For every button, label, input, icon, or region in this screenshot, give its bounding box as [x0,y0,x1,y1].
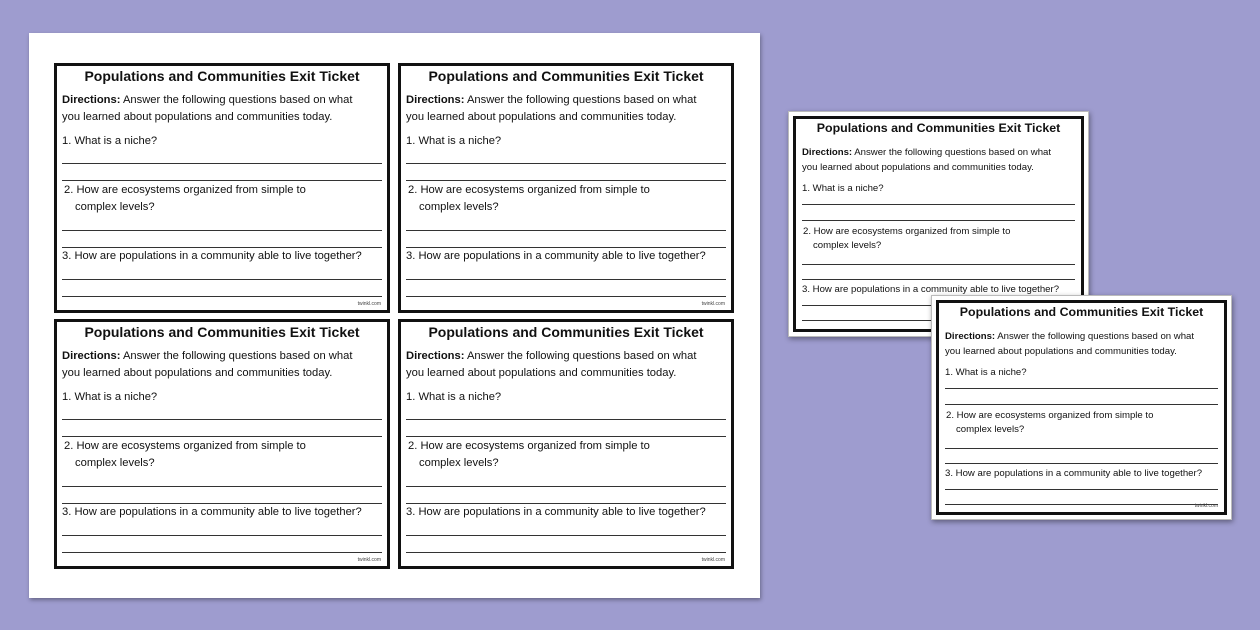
printable-sheet [29,33,760,598]
answer-line [802,279,1075,280]
question-text: 3. How are populations in a community able to live together? [945,468,1203,479]
directions-label: Directions: [406,94,465,106]
answer-line [62,486,382,487]
answer-line [945,504,1218,505]
directions-label: Directions: [406,350,465,362]
answer-line [62,503,382,504]
brand-label: twinkl.com [357,557,381,563]
answer-line [62,296,382,297]
question-text: complex levels? [419,201,499,213]
question-text: you learned about populations and communities today. [406,367,677,379]
ticket-title: Populations and Communities Exit Ticket [428,68,704,84]
directions-line: Answer the following questions based on what [997,331,1195,342]
brand-label: twinkl.com [701,301,725,307]
question-text: complex levels? [956,424,1025,435]
exit-ticket [398,319,734,569]
answer-line [406,296,726,297]
brand-label: twinkl.com [701,557,725,563]
answer-line [945,489,1218,490]
answer-line [406,419,726,420]
directions-text [62,95,352,106]
question-text: 3. How are populations in a community able to live together? [62,250,362,262]
answer-line [62,230,382,231]
brand-label: twinkl.com [1194,503,1218,509]
answer-line [406,552,726,553]
exit-ticket [936,300,1227,515]
directions-label: Directions: [802,147,853,158]
answer-line [945,388,1218,389]
directions-text [406,95,696,106]
answer-line [406,279,726,280]
question-text: 3. How are populations in a community able to live together? [802,284,1060,295]
answer-line [802,220,1075,221]
answer-line [406,503,726,504]
question-text: 3. How are populations in a community able to live together? [406,250,706,262]
question-text: complex levels? [813,240,882,251]
question-text: 2. How are ecosystems organized from simple to [64,184,306,196]
question-text: you learned about populations and communities today. [62,367,333,379]
answer-line [945,404,1218,405]
answer-line [406,180,726,181]
ticket-title: Populations and Communities Exit Ticket [84,68,360,84]
answer-line [62,535,382,536]
question-text: 1. What is a niche? [406,391,502,403]
directions-label: Directions: [62,350,121,362]
answer-line [406,163,726,164]
exit-ticket [54,63,390,313]
directions-line: Answer the following questions based on what [466,94,697,106]
question-text: 2. How are ecosystems organized from simple to [803,226,1011,237]
question-text: 2. How are ecosystems organized from simple to [408,184,650,196]
question-text: 2. How are ecosystems organized from simple to [64,440,306,452]
question-text: 1. What is a niche? [62,391,158,403]
directions-line: Answer the following questions based on what [854,147,1052,158]
answer-line [406,486,726,487]
ticket-title: Populations and Communities Exit Ticket [428,324,704,340]
question-text: you learned about populations and communities today. [802,162,1034,173]
answer-line [406,247,726,248]
question-text: complex levels? [75,201,155,213]
answer-line [62,247,382,248]
answer-line [62,279,382,280]
answer-line [406,535,726,536]
question-text: 1. What is a niche? [802,183,884,194]
question-text: 1. What is a niche? [945,367,1027,378]
directions-line: Answer the following questions based on what [122,350,353,362]
ticket-title: Populations and Communities Exit Ticket [816,121,1061,135]
directions-text [62,351,352,362]
preview-card-front [931,295,1232,520]
answer-line [406,436,726,437]
answer-line [62,163,382,164]
question-text: 1. What is a niche? [62,135,158,147]
question-text: you learned about populations and communities today. [945,346,1177,357]
directions-label: Directions: [945,331,996,342]
answer-line [62,180,382,181]
answer-line [802,204,1075,205]
exit-ticket [398,63,734,313]
question-text: 2. How are ecosystems organized from simple to [946,410,1154,421]
directions-text [945,332,1194,342]
answer-line [62,419,382,420]
answer-line [802,264,1075,265]
directions-line: Answer the following questions based on what [122,94,353,106]
directions-line: Answer the following questions based on what [466,350,697,362]
brand-label: twinkl.com [357,301,381,307]
question-text: you learned about populations and communities today. [406,111,677,123]
answer-line [62,436,382,437]
ticket-title: Populations and Communities Exit Ticket [959,305,1204,319]
question-text: complex levels? [75,457,155,469]
answer-line [406,230,726,231]
answer-line [62,552,382,553]
directions-label: Directions: [62,94,121,106]
question-text: 3. How are populations in a community able to live together? [406,506,706,518]
answer-line [945,463,1218,464]
question-text: 3. How are populations in a community able to live together? [62,506,362,518]
question-text: 1. What is a niche? [406,135,502,147]
answer-line [945,448,1218,449]
question-text: you learned about populations and communities today. [62,111,333,123]
question-text: complex levels? [419,457,499,469]
directions-text [406,351,696,362]
directions-text [802,148,1051,158]
exit-ticket [54,319,390,569]
ticket-title: Populations and Communities Exit Ticket [84,324,360,340]
question-text: 2. How are ecosystems organized from simple to [408,440,650,452]
